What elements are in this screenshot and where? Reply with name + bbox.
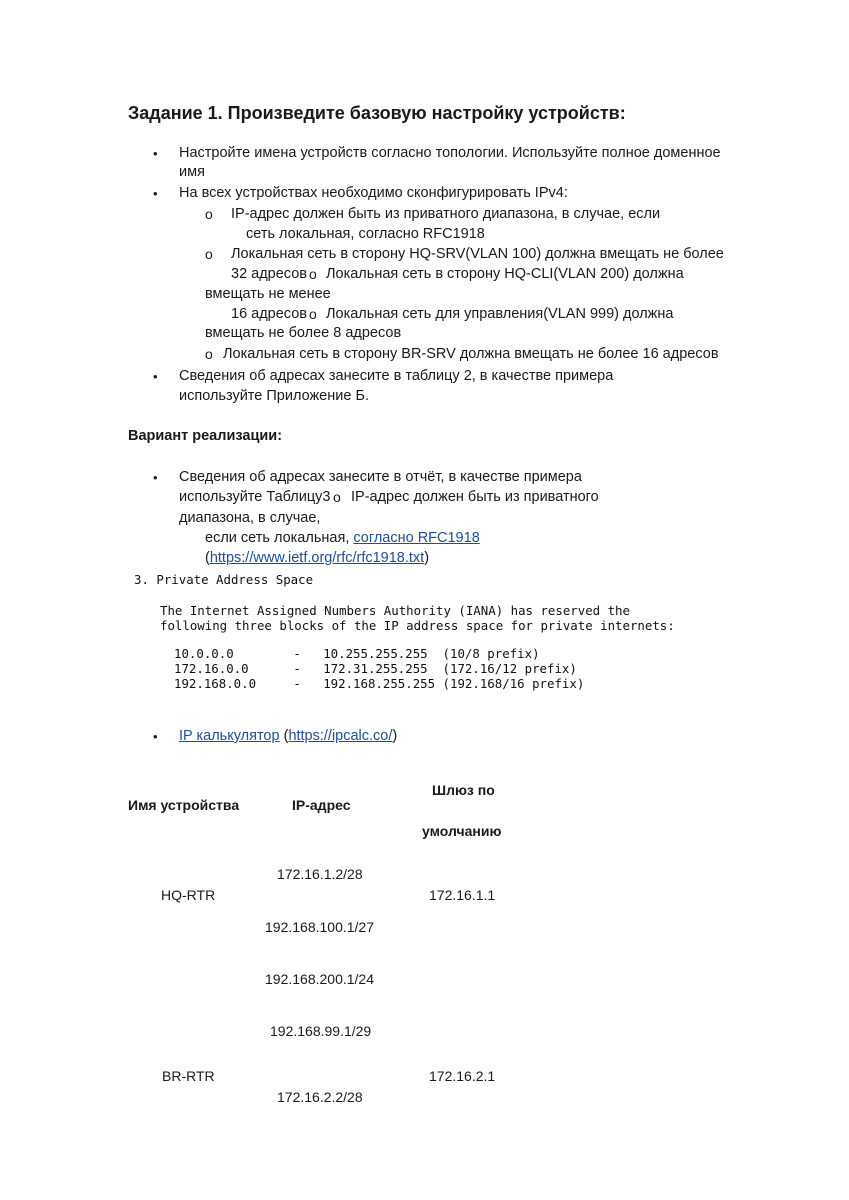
bullet-text: диапазона, в случае, xyxy=(179,510,321,526)
sub-text: 32 адресов xyxy=(231,266,307,282)
task-title: Задание 1. Произведите базовую настройку устройств: xyxy=(128,103,626,123)
sub-text: Локальная сеть в сторону HQ-SRV(VLAN 100) должна вмещать не более xyxy=(231,246,724,262)
rfc-reference-line xyxy=(205,530,480,546)
sub-marker: o xyxy=(309,266,317,282)
table-cell-ip: 172.16.1.2/28 xyxy=(277,866,363,882)
sub-text: IP-адрес должен быть из приватного диапазона, в случае, если xyxy=(231,206,661,222)
rfc-url-line xyxy=(205,550,429,566)
bullet-text: Сведения об адресах занесите в отчёт, в качестве примера xyxy=(179,469,582,485)
close-paren: ) xyxy=(424,550,430,566)
rfc-excerpt-paragraph: The Internet Assigned Numbers Authority (IANA) has reserved the xyxy=(160,603,630,618)
rfc-excerpt-paragraph: following three blocks of the IP address space for private internets: xyxy=(160,618,675,633)
rfc-link[interactable]: согласно RFC1918 xyxy=(353,530,480,546)
sub-text: если сеть локальная, xyxy=(205,530,354,546)
bullet-marker: • xyxy=(153,186,158,201)
table-cell-device: HQ-RTR xyxy=(161,887,216,903)
rfc-excerpt-row: 10.0.0.0 - 10.255.255.255 (10/8 prefix) xyxy=(174,646,540,661)
sub-marker: o xyxy=(205,206,213,222)
bullet-marker: • xyxy=(153,369,158,384)
rfc-excerpt-row: 172.16.0.0 - 172.31.255.255 (172.16/12 prefix) xyxy=(174,661,577,676)
bullet-marker: • xyxy=(153,729,158,744)
sub-text: 16 адресов xyxy=(231,306,307,322)
sub-text: вмещать не более 8 адресов xyxy=(205,325,402,341)
sub-marker: o xyxy=(309,306,317,322)
open-paren: ( xyxy=(205,550,210,566)
sub-marker: o xyxy=(205,346,213,362)
bullet-text: Настройте имена устройств согласно топологии. Используйте полное доменное xyxy=(179,145,721,161)
table-cell-device: BR-RTR xyxy=(162,1068,215,1084)
sub-text: сеть локальная, согласно RFC1918 xyxy=(246,226,485,242)
column-header-ip: IP-адрес xyxy=(292,797,351,813)
table-cell-ip: 192.168.99.1/29 xyxy=(270,1023,372,1039)
bullet-marker: • xyxy=(153,470,158,485)
bullet-text: имя xyxy=(179,164,205,180)
table-cell-gateway: 172.16.1.1 xyxy=(429,887,496,903)
ip-calculator-line xyxy=(179,728,397,744)
close-paren: ) xyxy=(392,728,398,744)
ipcalc-url-link[interactable]: https://ipcalc.co/ xyxy=(288,728,393,744)
sub-marker: o xyxy=(333,489,341,505)
open-paren: ( xyxy=(279,728,289,744)
sub-text: Локальная сеть в сторону HQ-CLI(VLAN 200) должна xyxy=(326,266,684,282)
table-cell-ip: 172.16.2.2/28 xyxy=(277,1089,363,1105)
column-header-gateway: умолчанию xyxy=(422,823,502,839)
bullet-text: используйте Приложение Б. xyxy=(179,388,369,404)
column-header-device: Имя устройства xyxy=(128,797,240,813)
sub-text: Локальная сеть в сторону BR-SRV должна вмещать не более 16 адресов xyxy=(223,346,719,362)
sub-text: вмещать не менее xyxy=(205,286,331,302)
sub-text: Локальная сеть для управления(VLAN 999) должна xyxy=(326,306,674,322)
table-cell-ip: 192.168.200.1/24 xyxy=(265,971,374,987)
ip-calculator-link[interactable]: IP калькулятор xyxy=(179,728,280,744)
sub-text: IP-адрес должен быть из приватного xyxy=(351,489,599,505)
table-cell-ip: 192.168.100.1/27 xyxy=(265,919,374,935)
table-cell-gateway: 172.16.2.1 xyxy=(429,1068,496,1084)
rfc-excerpt-heading: 3. Private Address Space xyxy=(134,572,314,587)
bullet-text: Сведения об адресах занесите в таблицу 2, в качестве примера xyxy=(179,368,614,384)
sub-marker: o xyxy=(205,246,213,262)
variant-title: Вариант реализации: xyxy=(128,428,283,444)
column-header-gateway: Шлюз по xyxy=(432,782,495,798)
rfc-url-link[interactable]: https://www.ietf.org/rfc/rfc1918.txt xyxy=(209,550,425,566)
rfc-excerpt-row: 192.168.0.0 - 192.168.255.255 (192.168/16 prefix) xyxy=(174,676,585,691)
bullet-text: На всех устройствах необходимо сконфигурировать IPv4: xyxy=(179,185,568,201)
bullet-text: используйте Таблицу3 xyxy=(179,489,331,505)
bullet-marker: • xyxy=(153,146,158,161)
